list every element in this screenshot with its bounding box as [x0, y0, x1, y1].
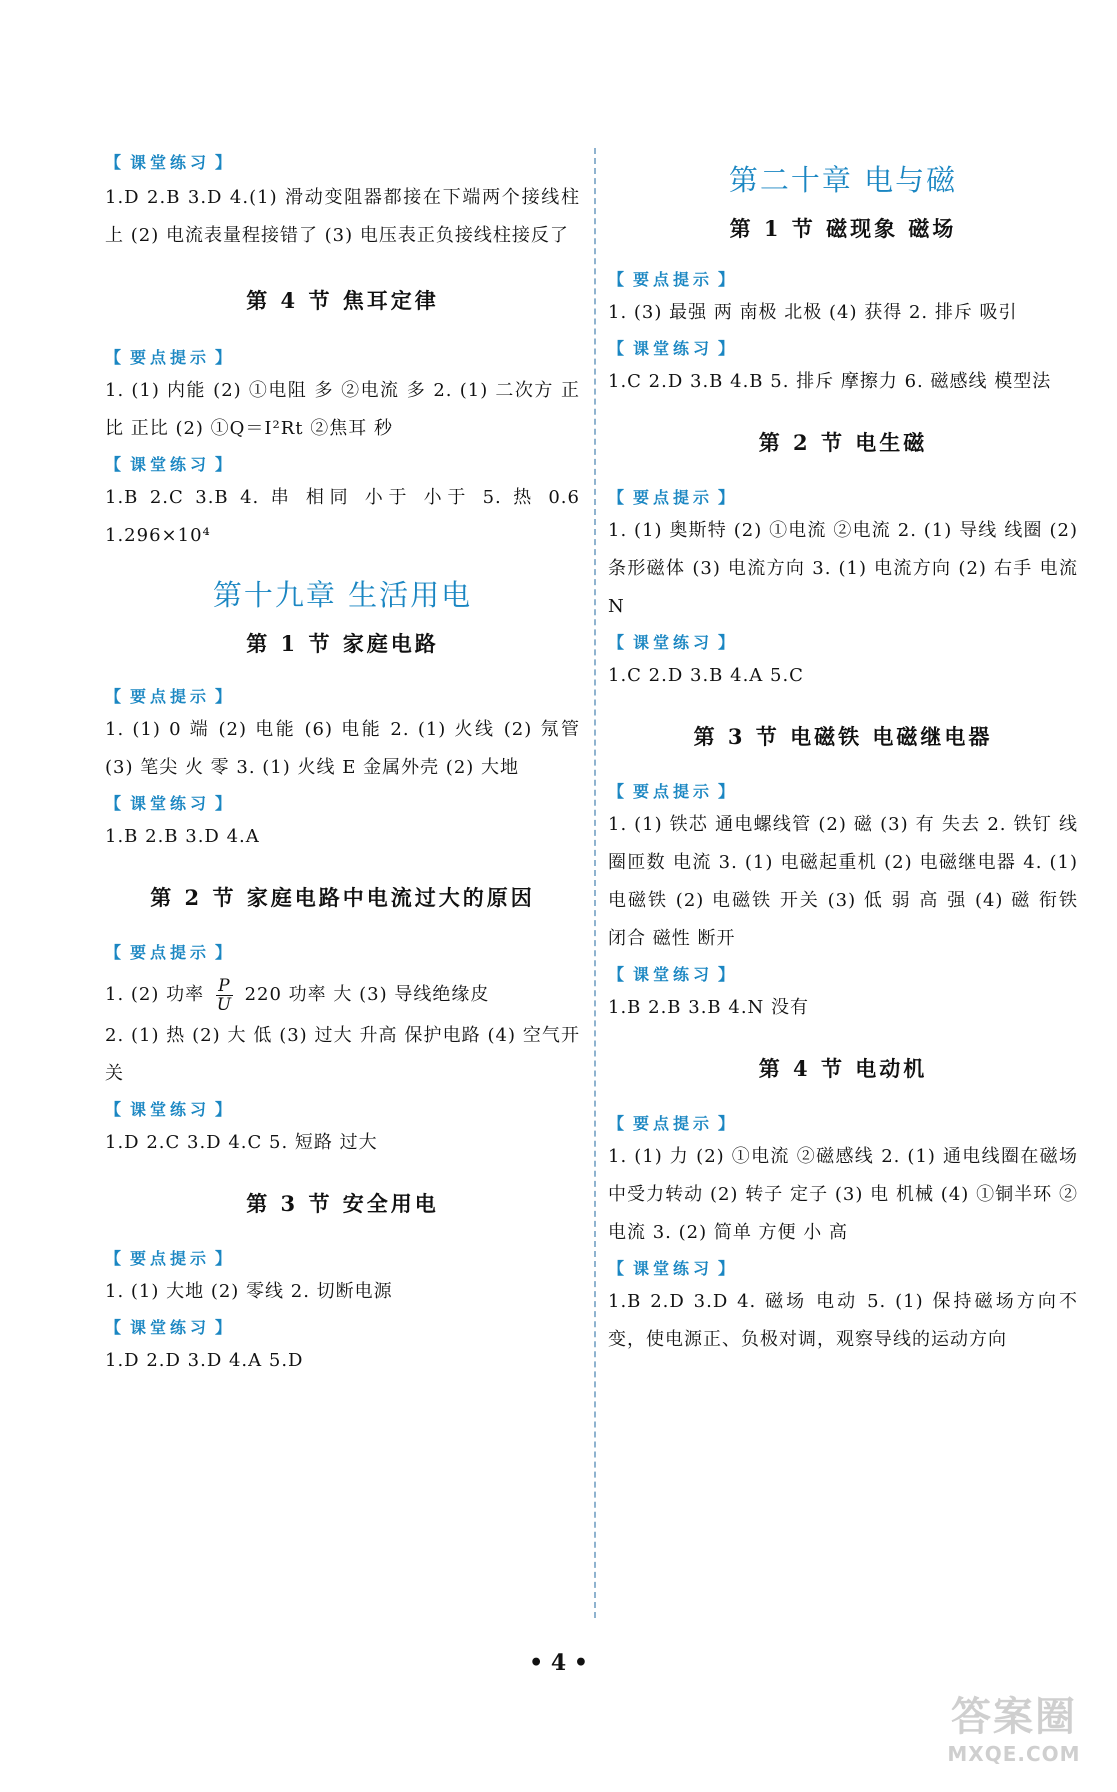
column-divider [594, 148, 596, 1618]
answer-text: 1.D 2.C 3.D 4.C 5. 短路 过大 [105, 1132, 378, 1153]
right-column [608, 150, 1078, 1359]
section-tag: 【 课堂练习 】 [608, 339, 739, 358]
answer-text: 1.B 2.D 3.D 4. 磁场 电动 5. (1) 保持磁场方向不变，使电源正、负极对调，观察导线的运动方向 [608, 1291, 1078, 1350]
section-title: 第 2 节 家庭电路中电流过大的原因 [150, 885, 535, 910]
section-tag: 【 课堂练习 】 [608, 633, 739, 652]
answer-text: 1.C 2.D 3.B 4.B 5. 排斥 摩擦力 6. 磁感线 模型法 [608, 371, 1052, 392]
section-tag: 【 要点提示 】 [105, 943, 236, 962]
answer-text: 1. (1) 大地 (2) 零线 2. 切断电源 [105, 1281, 393, 1302]
chapter-title: 第二十章 电与磁 [728, 163, 958, 197]
answer-text: 1.B 2.B 3.D 4.A [105, 826, 260, 847]
answer-text: 1.B 2.C 3.B 4. 串 相同 小于 小于 5. 热 0.6 1.296×10⁴ [105, 487, 580, 546]
section-tag: 【 课堂练习 】 [608, 1259, 739, 1278]
answer-text: 1. (3) 最强 两 南极 北极 (4) 获得 2. 排斥 吸引 [608, 302, 1018, 323]
section-tag: 【 要点提示 】 [608, 488, 739, 507]
section-title: 第 4 节 电动机 [758, 1056, 928, 1081]
section-tag: 【 要点提示 】 [608, 782, 739, 801]
answer-text: 1.D 2.D 3.D 4.A 5.D [105, 1350, 304, 1371]
section-title: 第 3 节 电磁铁 电磁继电器 [693, 724, 993, 749]
answer-text: 1. (1) 铁芯 通电螺线管 (2) 磁 (3) 有 失去 2. 铁钉 线圈匝数 电流 3. (1) 电磁起重机 (2) 电磁继电器 4. (1) 电磁铁 (2) 电磁铁 开关 (3) 低 弱 高 强 (4) 磁 衔铁 闭合 磁性 断开 [608, 814, 1078, 949]
answer-text: 1.C 2.D 3.B 4.A 5.C [608, 665, 804, 686]
section-title: 第 4 节 焦耳定律 [246, 288, 439, 313]
chapter-title: 第十九章 生活用电 [212, 578, 473, 612]
section-tag: 【 要点提示 】 [105, 348, 236, 367]
section-tag: 【 课堂练习 】 [105, 1100, 236, 1119]
section-title: 第 3 节 安全用电 [246, 1191, 439, 1216]
section-tag: 【 要点提示 】 [105, 687, 236, 706]
section-tag: 【 要点提示 】 [105, 1249, 236, 1268]
section-tag: 【 课堂练习 】 [105, 794, 236, 813]
answer-text: 1. (1) 内能 (2) ①电阻 多 ②电流 多 2. (1) 二次方 正比 正比 (2) ①Q＝I²Rt ②焦耳 秒 [105, 380, 580, 439]
answer-text: 1.D 2.B 3.D 4.(1) 滑动变阻器都接在下端两个接线柱上 (2) 电流表量程接错了 (3) 电压表正负接线柱接反了 [105, 187, 580, 246]
section-tag: 【 要点提示 】 [608, 1114, 739, 1133]
section-tag: 【 课堂练习 】 [608, 965, 739, 984]
section-tag: 【 要点提示 】 [608, 270, 739, 289]
answer-text: 2. (1) 热 (2) 大 低 (3) 过大 升高 保护电路 (4) 空气开关 [105, 1025, 580, 1084]
answer-text: 1. (1) 0 端 (2) 电能 (6) 电能 2. (1) 火线 (2) 氖管 (3) 笔尖 火 零 3. (1) 火线 E 金属外壳 (2) 大地 [105, 719, 580, 778]
answer-text: 1. (1) 奥斯特 (2) ①电流 ②电流 2. (1) 导线 线圈 (2) 条形磁体 (3) 电流方向 3. (1) 电流方向 (2) 右手 电流 N [608, 520, 1078, 617]
section-tag: 【 课堂练习 】 [105, 1318, 236, 1337]
left-column [105, 150, 580, 1380]
answer-text: 1.B 2.B 3.B 4.N 没有 [608, 997, 810, 1018]
section-title: 第 1 节 家庭电路 [246, 631, 439, 656]
section-tag: 【 课堂练习 】 [105, 153, 236, 172]
section-title: 第 1 节 磁现象 磁场 [729, 216, 957, 241]
section-tag: 【 课堂练习 】 [105, 455, 236, 474]
answer-text: 1. (2) 功率 $\frac{P}{U}$ 220 功率 大 (3) 导线绝缘皮 [105, 975, 490, 1015]
watermark-logo: 答案圈 MXQE.COM [947, 1694, 1081, 1766]
answer-text: 1. (1) 力 (2) ①电流 ②磁感线 2. (1) 通电线圈在磁场中受力转动 (2) 转子 定子 (3) 电 机械 (4) ①铜半环 ②电流 3. (2) 简单 方便 小 高 [608, 1146, 1078, 1243]
page-number: • 4 • [529, 1650, 588, 1676]
fraction-p-over-u: $\frac{P}{U}$ [216, 975, 233, 1015]
section-title: 第 2 节 电生磁 [758, 430, 928, 455]
